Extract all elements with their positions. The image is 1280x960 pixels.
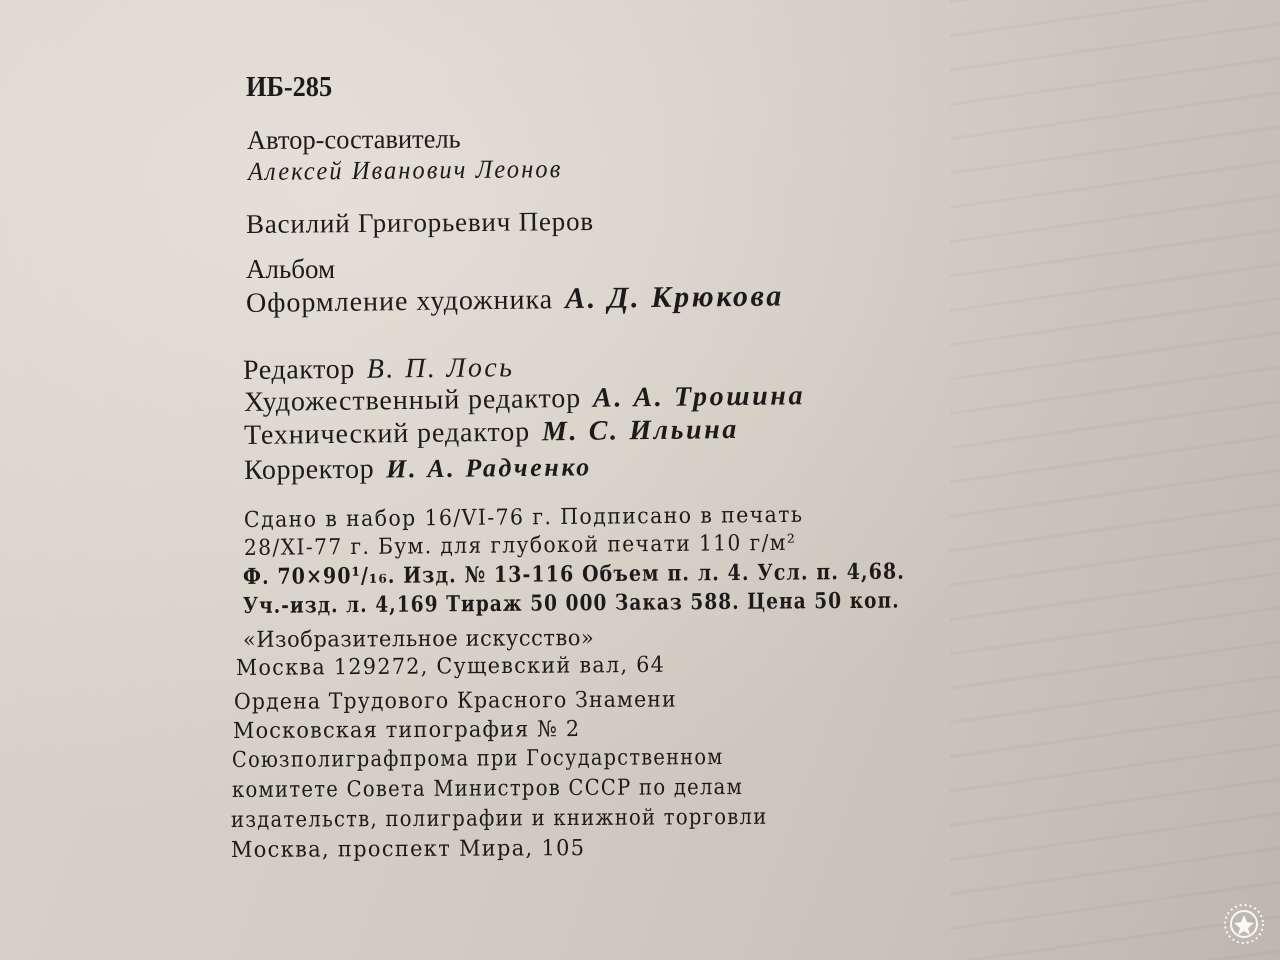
publication-code: ИБ-285 [246,72,333,103]
book-type: Альбом [246,254,336,284]
design-label: Оформление художника [245,284,554,319]
design-line [246,281,784,318]
compiler-label: Автор-составитель [246,123,461,155]
compiler-name: Алексей Иванович Леонов [247,154,563,186]
print-info-line-2: 28/XI-77 г. Бум. для глубокой печати 110 г/м² [243,530,797,561]
corrector-name: И. А. Радченко [386,452,592,484]
tech-editor-label: Технический редактор [243,416,531,451]
printer-line-1: Ордена Трудового Красного Знамени [233,687,677,715]
art-editor-name: А. А. Трошина [592,380,806,414]
unc-crest-icon [1222,902,1266,946]
art-editor-line [244,382,805,417]
publisher-name: «Изобразительное искусство» [242,626,595,653]
printer-line-6: Москва, проспект Мира, 105 [230,836,586,863]
editor-line [243,354,515,385]
tech-editor-line [243,413,740,451]
printer-line-2: Московская типография № 2 [232,717,581,744]
show-through-text [950,0,1280,960]
print-info-line-4: Уч.-изд. л. 4,169 Тираж 50 000 Заказ 588. Цена 50 коп. [242,587,900,619]
printer-line-4: комитете Совета Министров СССР по делам [231,774,744,803]
editor-label: Редактор [242,353,355,386]
book-title: Василий Григорьевич Перов [245,205,594,239]
unc-watermark [1222,902,1266,946]
publisher-address: Москва 129272, Сущевский вал, 64 [235,652,666,681]
art-editor-label: Художественный редактор [243,382,582,418]
print-info-line-3: Ф. 70×90¹/₁₆. Изд. № 13-116 Объем п. л. 4. Усл. п. 4,68. [242,558,906,590]
corrector-line [244,453,592,485]
printer-line-5: издательств, полиграфии и книжной торговли [230,804,768,833]
tech-editor-name: М. С. Ильина [541,413,740,448]
print-info-line-1: Сдано в набор 16/VI-76 г. Подписано в печать [243,502,804,533]
printer-line-3: Союзполиграфпрома при Государственном [231,745,724,773]
corrector-label: Корректор [243,453,375,486]
design-artist: А. Д. Крюкова [564,279,785,316]
editor-name: В. П. Лось [366,352,515,385]
